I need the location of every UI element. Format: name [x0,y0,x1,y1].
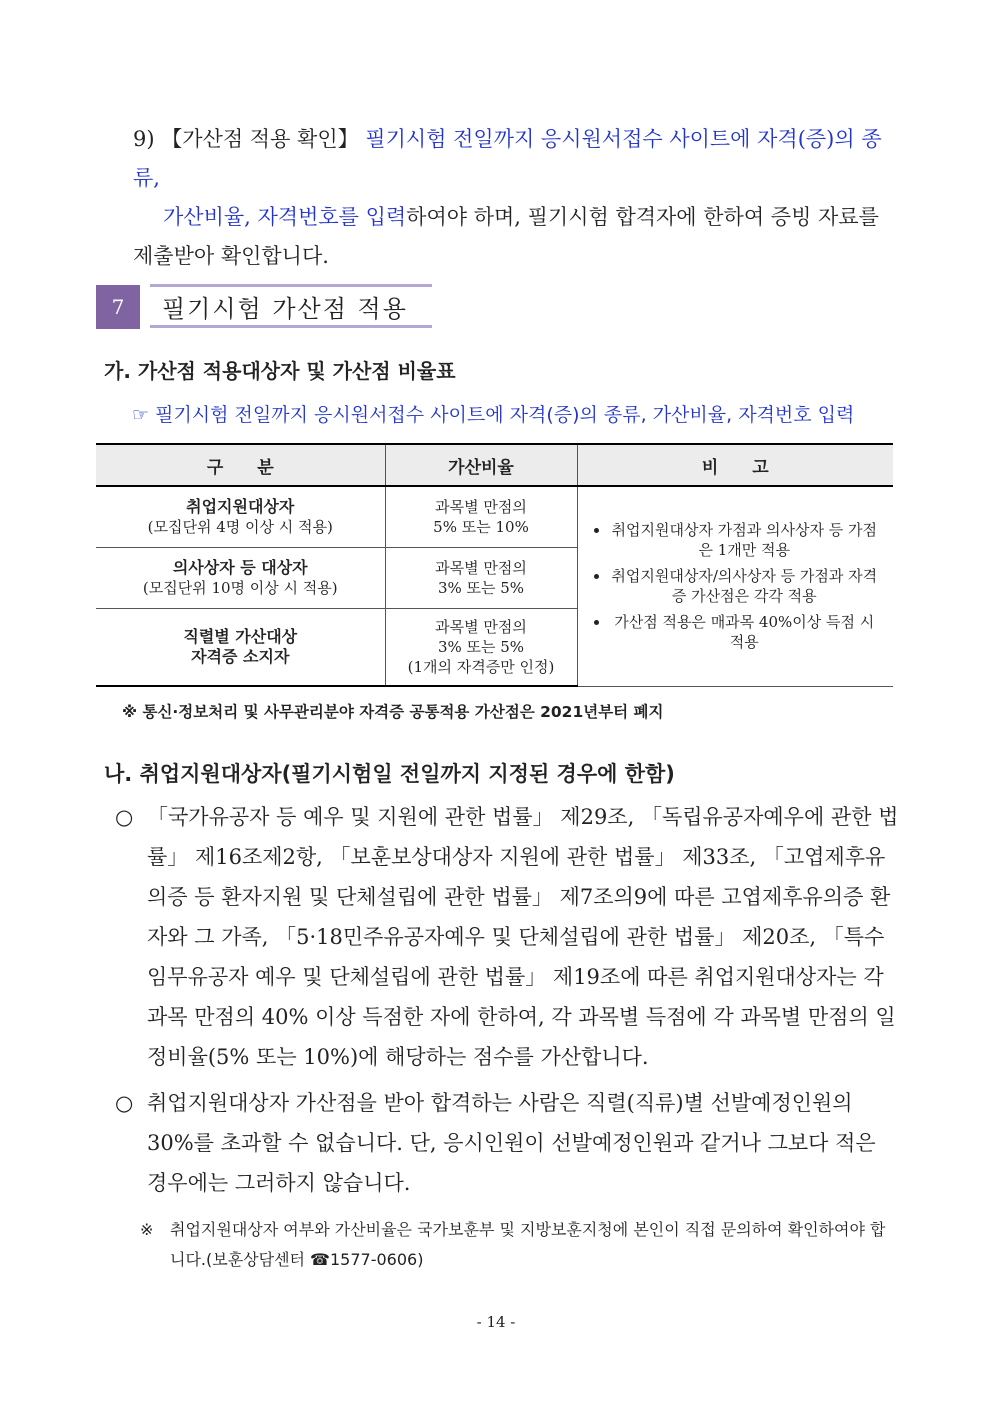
item-9-text: 하여야 하며, 필기시험 합격자에 한하여 증빙 자료를 제출받아 확인합니다. [133,205,879,268]
circle-bullet-icon: ○ [115,1091,134,1115]
category-name: 의사상자 등 대상자 [172,557,308,577]
rate-line: 5% 또는 10% [433,517,529,536]
note-item: • 취업지원대상자 가점과 의사상자 등 가점은 1개만 적용 [610,520,880,560]
table-header: 구 분 [96,444,385,486]
bullet-text: 취업지원대상자 가산점을 받아 합격하는 사람은 직렬(직류)별 선발예정인원의 30%를 초과할 수 없습니다. 단, 응시인원이 선발예정인원과 같거나 그보다 적은 경우에는 그러하지 않습니다. [147,1091,876,1195]
item-9-blue-text-2: 가산비율, 자격번호를 입력 [163,205,407,229]
note-item: • 취업지원대상자/의사상자 등 가점과 자격증 가산점은 각각 적용 [610,566,880,606]
table-cell-rate [385,547,577,608]
contact-note-text: 취업지원대상자 여부와 가산비율은 국가보훈부 및 지방보훈지청에 본인이 직접 문의하여 확인하여야 합니다.(보훈상담센터 ☎1577-0606) [170,1220,886,1269]
item-9-paragraph [133,120,903,276]
item-9-title: 【가산점 적용 확인】 [161,127,359,151]
contact-note [140,1215,900,1275]
rate-line: 과목별 만점의 [435,497,527,516]
bullet-paragraph [115,1083,900,1203]
table-cell-category [96,547,385,608]
table-row [96,486,893,547]
note-item: • 가산점 적용은 매과목 40%이상 득점 시 적용 [610,612,880,652]
category-name: 취업지원대상자 [186,496,295,516]
table-cell-notes [577,486,893,686]
item-9-blue-text: 필기시험 전일까지 응시원서접수 사이트에 자격(증)의 종류, [133,127,882,190]
subsection-ga-note [132,400,854,427]
section-number-box: 7 [96,285,140,329]
rate-line: (1개의 자격증만 인정) [407,657,555,676]
table-cell-category [96,608,385,686]
bullet-paragraph [115,797,900,1077]
rate-line: 3% 또는 5% [437,637,525,656]
section-title: 필기시험 가산점 적용 [150,284,432,328]
category-name: 직렬별 가산대상 [183,626,298,646]
page-number: - 14 - [476,1313,516,1331]
table-header: 가산비율 [385,444,577,486]
subsection-ga-title: 가. 가산점 적용대상자 및 가산점 비율표 [104,359,456,383]
bullet-text: 「국가유공자 등 예우 및 지원에 관한 법률」 제29조, 「독립유공자예우에 관한 법률」 제16조제2항, 「보훈보상대상자 지원에 관한 법률」 제33조, 「고엽제후유의증 등 환자지원 및 단체설립에 관한 법률」 제7조의9에 따른 고엽제후유의증 환자와 그 가족, 「5·18민주유공자예우 및 단체설립에 관한 법률」 제20조, 「특수임무유공자 예우 및 단체설립에 관한 법률」 제19조에 따른 취업지원대상자는 각 과목 만점의 40% 이상 득점한 자에 한하여, 각 과목별 득점에 각 과목별 만점의 일정비율(5% 또는 10%)에 해당하는 점수를 가산합니다. [147,805,899,1069]
subsection-ga-note-text: 필기시험 전일까지 응시원서접수 사이트에 자격(증)의 종류, 가산비율, 자격번호 입력 [155,404,855,426]
table-header-row [96,444,893,486]
subsection-na-title: 나. 취업지원대상자(필기시험일 전일까지 지정된 경우에 한함) [104,762,675,786]
table-cell-rate [385,608,577,686]
item-9-number: 9) [133,127,155,151]
table-header: 비 고 [577,444,893,486]
rate-line: 과목별 만점의 [435,558,527,577]
category-condition: (모집단위 4명 이상 시 적용) [147,517,333,536]
abolish-note: ※ 통신·정보처리 및 사무관리분야 자격증 공통적용 가산점은 2021년부터 폐지 [122,703,664,721]
category-condition: 자격증 소지자 [191,646,290,666]
reference-mark: ※ [140,1220,154,1239]
table-cell-rate [385,486,577,547]
rate-line: 과목별 만점의 [435,617,527,636]
circle-bullet-icon: ○ [115,805,134,829]
rate-line: 3% 또는 5% [437,578,525,597]
category-condition: (모집단위 10명 이상 시 적용) [142,578,338,597]
bonus-rate-table [96,443,893,687]
table-cell-category [96,486,385,547]
pointing-hand-icon: ☞ [132,404,150,426]
